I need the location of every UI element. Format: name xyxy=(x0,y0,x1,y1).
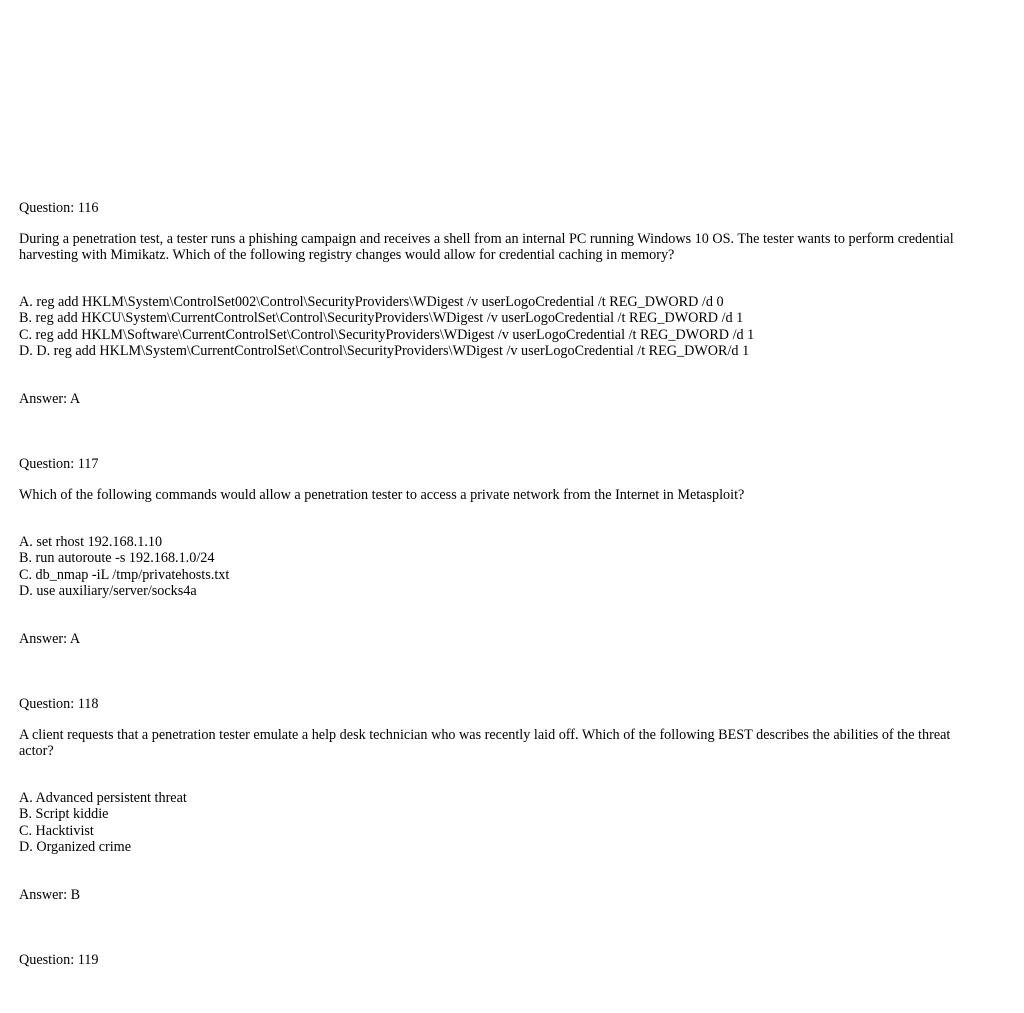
answer-options xyxy=(19,790,979,855)
option-d: D. D. reg add HKLM\System\CurrentControlSet\Control\SecurityProviders\WDigest /v userLogoCredential /t REG_DWOR/d 1 xyxy=(19,342,750,359)
option-b: B. Script kiddie xyxy=(19,806,109,823)
option-c: C. reg add HKLM\Software\CurrentControlSet\Control\SecurityProviders\WDigest /v userLogoCredential /t REG_DWORD /d 1 xyxy=(19,326,755,343)
question-heading: Question: 119 xyxy=(19,952,99,968)
answer-options xyxy=(19,534,979,599)
question-text: During a penetration test, a tester runs a phishing campaign and receives a shell from an internal PC running Windows 10 OS. The tester wants to perform credential harvesting with Mimikatz. Which of the following registry changes would allow for credential caching in memory? xyxy=(19,231,954,264)
answer-line: Answer: A xyxy=(19,631,81,647)
option-b: B. reg add HKCU\System\CurrentControlSet\Control\SecurityProviders\WDigest /v userLogoCredential /t REG_DWORD /d 1 xyxy=(19,310,744,327)
answer-line: Answer: A xyxy=(19,391,81,407)
option-d: D. Organized crime xyxy=(19,838,132,855)
question-text: A client requests that a penetration tester emulate a help desk technician who was recently laid off. Which of the following BEST describes the abilities of the threat actor? xyxy=(19,727,951,760)
question-heading: Question: 116 xyxy=(19,200,99,216)
option-c: C. Hacktivist xyxy=(19,822,94,839)
option-c: C. db_nmap -iL /tmp/privatehosts.txt xyxy=(19,566,230,583)
option-b: B. run autoroute -s 192.168.1.0/24 xyxy=(19,550,215,567)
question-heading: Question: 118 xyxy=(19,696,99,712)
option-a: A. set rhost 192.168.1.10 xyxy=(19,534,163,550)
option-d: D. use auxiliary/server/socks4a xyxy=(19,582,197,599)
option-a: A. reg add HKLM\System\ControlSet002\Control\SecurityProviders\WDigest /v userLogoCredential /t REG_DWORD /d 0 xyxy=(19,294,724,310)
answer-options xyxy=(19,294,979,359)
option-a: A. Advanced persistent threat xyxy=(19,790,187,806)
question-heading: Question: 117 xyxy=(19,456,99,472)
answer-line: Answer: B xyxy=(19,887,81,903)
question-text: Which of the following commands would allow a penetration tester to access a private network from the Internet in Metasploit? xyxy=(19,487,745,503)
